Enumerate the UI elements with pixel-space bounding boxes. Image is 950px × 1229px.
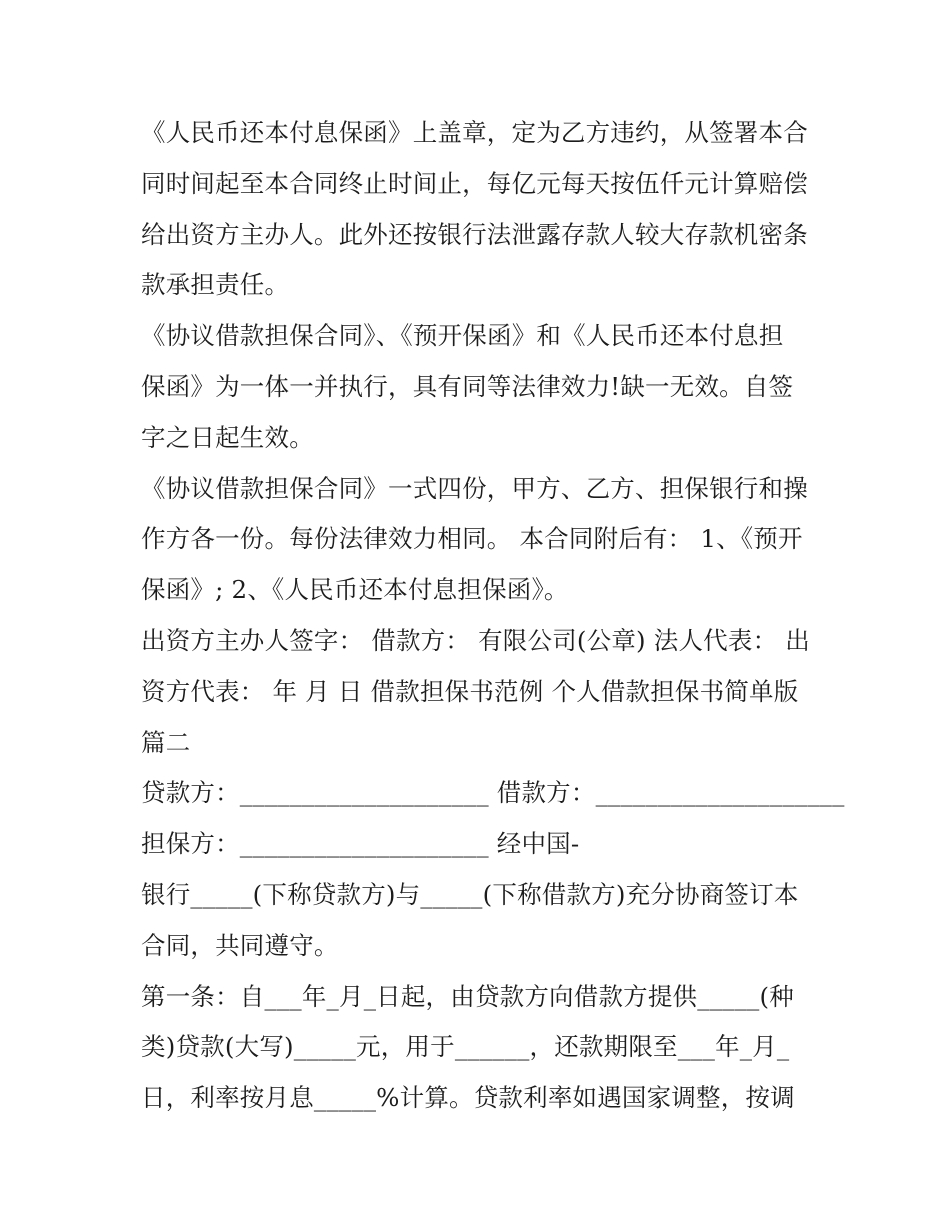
text-line: 担保方：____________________ 经中国- bbox=[141, 829, 580, 859]
text-line: 银行_____(下称贷款方)与_____(下称借款方)充分协商签订本 bbox=[141, 879, 799, 909]
text-line: 类)贷款(大写)_____元，用于______，还款期限至___年_月_ bbox=[141, 1032, 790, 1062]
text-line: 日，利率按月息_____%计算。贷款利率如遇国家调整，按调 bbox=[141, 1083, 795, 1113]
text-line: 给出资方主办人。此外还按银行法泄露存款人较大存款机密条 bbox=[141, 219, 808, 249]
text-line: 同时间起至本合同终止时间止，每亿元每天按伍仟元计算赔偿 bbox=[141, 168, 808, 198]
text-line: 字之日起生效。 bbox=[141, 422, 314, 452]
text-line: 款承担责任。 bbox=[141, 270, 290, 300]
text-line: 出资方主办人签字： 借款方： 有限公司(公章) 法人代表： 出 bbox=[141, 625, 810, 655]
text-line: 第一条：自___年_月_日起，由贷款方向借款方提供_____(种 bbox=[141, 981, 794, 1011]
text-line: 作方各一份。每份法律效力相同。 本合同附后有： 1、《预开 bbox=[141, 524, 803, 554]
text-line: 合同，共同遵守。 bbox=[141, 930, 339, 960]
text-line: 《人民币还本付息保函》上盖章，定为乙方违约，从签署本合 bbox=[141, 118, 808, 147]
text-line: 保函》; 2、《人民币还本付息担保函》。 bbox=[141, 575, 569, 605]
text-line: 保函》为一体一并执行，具有同等法律效力!缺一无效。自签 bbox=[141, 371, 794, 401]
section-heading: 篇二 bbox=[141, 727, 191, 757]
text-line: 贷款方：____________________ 借款方：____________________ bbox=[141, 778, 845, 808]
text-line: 《协议借款担保合同》、《预开保函》和《人民币还本付息担 bbox=[141, 321, 784, 351]
document-body bbox=[141, 108, 845, 1124]
text-line: 资方代表： 年 月 日 借款担保书范例 个人借款担保书简单版 bbox=[141, 676, 799, 706]
text-line: 《协议借款担保合同》一式四份，甲方、乙方、担保银行和操 bbox=[141, 473, 808, 503]
